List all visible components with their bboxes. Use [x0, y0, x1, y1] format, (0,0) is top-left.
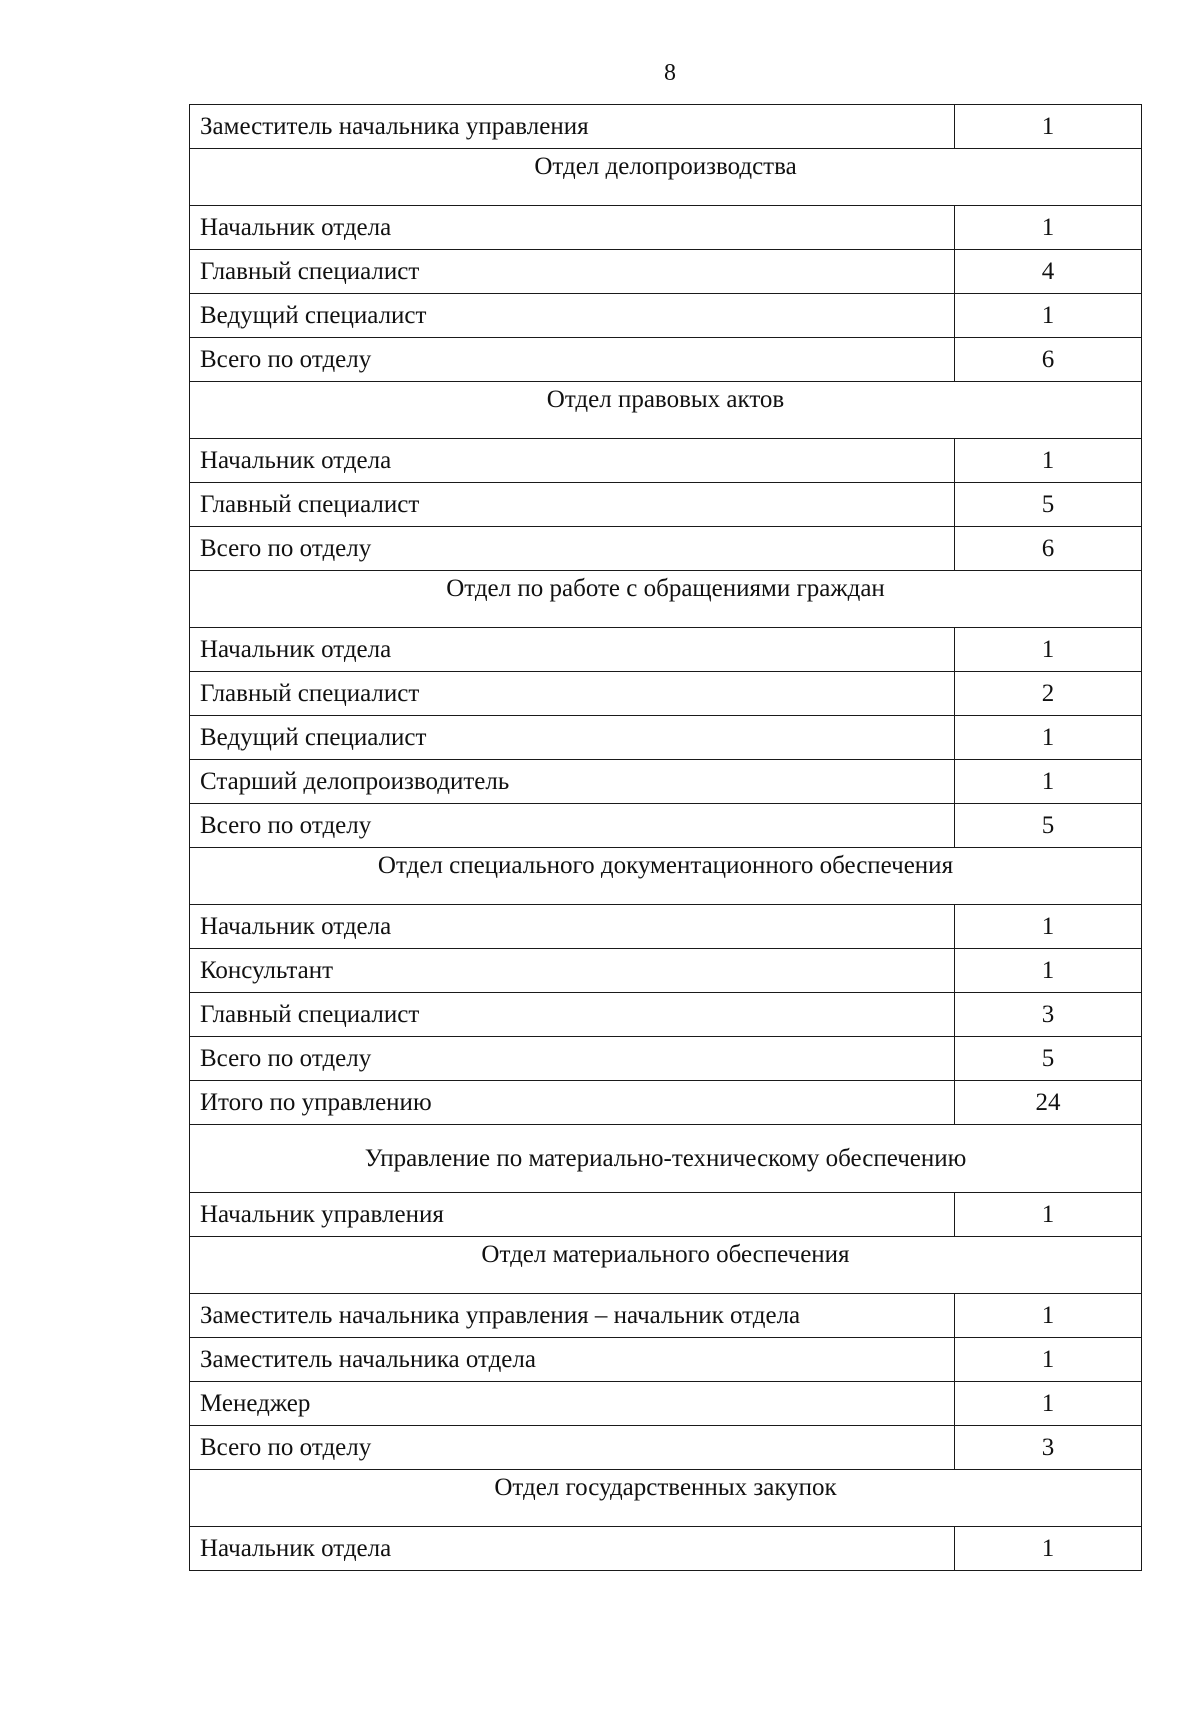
table-row [190, 672, 1142, 716]
table-row [190, 250, 1142, 294]
position-cell: Начальник отдела [190, 439, 955, 483]
table-row [190, 760, 1142, 804]
staffing-table-body [190, 105, 1142, 1571]
count-cell: 1 [955, 760, 1142, 804]
department-title: Отдел по работе с обращениями граждан [190, 571, 1142, 628]
count-cell: 24 [955, 1081, 1142, 1125]
count-cell: 1 [955, 105, 1142, 149]
position-cell: Главный специалист [190, 993, 955, 1037]
count-cell: 1 [955, 949, 1142, 993]
position-cell: Начальник управления [190, 1193, 955, 1237]
position-cell: Начальник отдела [190, 628, 955, 672]
table-row [190, 1081, 1142, 1125]
count-cell: 1 [955, 1338, 1142, 1382]
count-cell: 1 [955, 1193, 1142, 1237]
table-row [190, 527, 1142, 571]
table-row [190, 1527, 1142, 1571]
position-cell: Начальник отдела [190, 905, 955, 949]
department-title: Отдел специального документационного обеспечения [190, 848, 1142, 905]
department-title: Управление по материально-техническому обеспечению [190, 1125, 1142, 1193]
department-header-row [190, 382, 1142, 439]
table-row [190, 294, 1142, 338]
position-cell: Начальник отдела [190, 206, 955, 250]
count-cell: 1 [955, 716, 1142, 760]
staffing-table [189, 104, 1142, 1571]
table-row [190, 1037, 1142, 1081]
position-cell: Менеджер [190, 1382, 955, 1426]
department-title: Отдел правовых актов [190, 382, 1142, 439]
count-cell: 1 [955, 905, 1142, 949]
table-row [190, 338, 1142, 382]
department-header-row [190, 1470, 1142, 1527]
table-row [190, 105, 1142, 149]
position-cell: Ведущий специалист [190, 294, 955, 338]
page-number: 8 [664, 60, 676, 86]
count-cell: 5 [955, 804, 1142, 848]
count-cell: 6 [955, 527, 1142, 571]
department-header-row [190, 1125, 1142, 1193]
count-cell: 1 [955, 1294, 1142, 1338]
table-row [190, 439, 1142, 483]
count-cell: 3 [955, 1426, 1142, 1470]
count-cell: 5 [955, 1037, 1142, 1081]
count-cell: 6 [955, 338, 1142, 382]
table-row [190, 949, 1142, 993]
position-cell: Начальник отдела [190, 1527, 955, 1571]
count-cell: 5 [955, 483, 1142, 527]
position-cell: Всего по отделу [190, 1037, 955, 1081]
position-cell: Всего по отделу [190, 1426, 955, 1470]
department-title: Отдел государственных закупок [190, 1470, 1142, 1527]
table-row [190, 1426, 1142, 1470]
count-cell: 1 [955, 1382, 1142, 1426]
position-cell: Старший делопроизводитель [190, 760, 955, 804]
position-cell: Всего по отделу [190, 804, 955, 848]
table-row [190, 1338, 1142, 1382]
table-row [190, 483, 1142, 527]
position-cell: Консультант [190, 949, 955, 993]
department-title: Отдел материального обеспечения [190, 1237, 1142, 1294]
count-cell: 1 [955, 628, 1142, 672]
count-cell: 1 [955, 294, 1142, 338]
position-cell: Заместитель начальника управления [190, 105, 955, 149]
table-row [190, 716, 1142, 760]
count-cell: 1 [955, 439, 1142, 483]
department-header-row [190, 1237, 1142, 1294]
position-cell: Всего по отделу [190, 338, 955, 382]
table-row [190, 628, 1142, 672]
count-cell: 1 [955, 1527, 1142, 1571]
table-row [190, 905, 1142, 949]
position-cell: Всего по отделу [190, 527, 955, 571]
department-header-row [190, 848, 1142, 905]
department-header-row [190, 149, 1142, 206]
position-cell: Заместитель начальника отдела [190, 1338, 955, 1382]
table-row [190, 1193, 1142, 1237]
table-row [190, 1294, 1142, 1338]
count-cell: 2 [955, 672, 1142, 716]
position-cell: Заместитель начальника управления – начальник отдела [190, 1294, 955, 1338]
department-title: Отдел делопроизводства [190, 149, 1142, 206]
position-cell: Главный специалист [190, 483, 955, 527]
position-cell: Главный специалист [190, 250, 955, 294]
count-cell: 3 [955, 993, 1142, 1037]
position-cell: Главный специалист [190, 672, 955, 716]
table-row [190, 993, 1142, 1037]
position-cell: Ведущий специалист [190, 716, 955, 760]
table-row [190, 804, 1142, 848]
table-row [190, 1382, 1142, 1426]
position-cell: Итого по управлению [190, 1081, 955, 1125]
count-cell: 4 [955, 250, 1142, 294]
department-header-row [190, 571, 1142, 628]
table-row [190, 206, 1142, 250]
count-cell: 1 [955, 206, 1142, 250]
